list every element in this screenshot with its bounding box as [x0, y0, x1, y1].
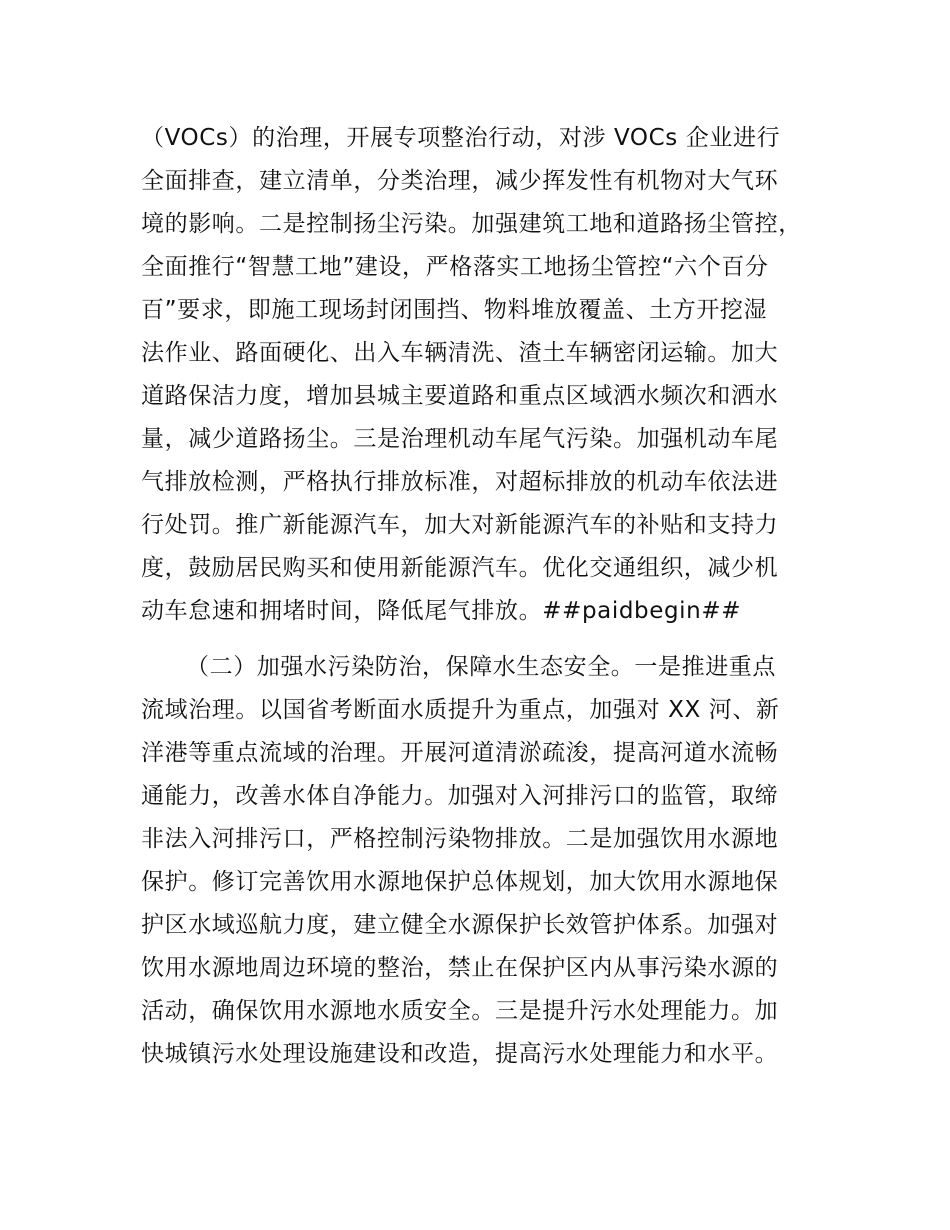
text-line: 洋港等重点流域的治理。开展河道清淤疏浚，提高河道水流畅 — [141, 740, 779, 766]
text-line: 动车怠速和拥堵时间，降低尾气排放。##paidbegin## — [141, 598, 742, 624]
text-line: 非法入河排污口，严格控制污染物排放。二是加强饮用水源地 — [141, 826, 779, 852]
text-line: 通能力，改善水体自净能力。加强对入河排污口的监管，取缔 — [141, 783, 779, 809]
text-line: 境的影响。二是控制扬尘污染。加强建筑工地和道路扬尘管控， — [141, 211, 802, 237]
text-line: 流域治理。以国省考断面水质提升为重点，加强对 XX 河、新 — [141, 697, 780, 723]
text-line: 饮用水源地周边环境的整治，禁止在保护区内从事污染水源的 — [141, 955, 779, 981]
text-line: 全面排查，建立清单，分类治理，减少挥发性有机物对大气环 — [141, 168, 779, 194]
text-line: 全面推行“智慧工地”建设，严格落实工地扬尘管控“六个百分 — [141, 254, 769, 280]
section-heading-line: （二）加强水污染防治，保障水生态安全。一是推进重点 — [186, 654, 776, 680]
text-line: 法作业、路面硬化、出入车辆清洗、渣土车辆密闭运输。加大 — [141, 340, 779, 366]
text-line: 道路保洁力度，增加县城主要道路和重点区域洒水频次和洒水 — [141, 383, 779, 409]
text-line: 保护。修订完善饮用水源地保护总体规划，加大饮用水源地保 — [141, 869, 779, 895]
text-line: 行处罚。推广新能源汽车，加大对新能源汽车的补贴和支持力 — [141, 512, 779, 538]
text-line: 活动，确保饮用水源地水质安全。三是提升污水处理能力。加 — [141, 998, 779, 1024]
text-line: 度，鼓励居民购买和使用新能源汽车。优化交通组织，减少机 — [141, 555, 779, 581]
text-line: 气排放检测，严格执行排放标准，对超标排放的机动车依法进 — [141, 469, 779, 495]
text-line: 护区水域巡航力度，建立健全水源保护长效管护体系。加强对 — [141, 912, 779, 938]
text-line: 量，减少道路扬尘。三是治理机动车尾气污染。加强机动车尾 — [141, 426, 779, 452]
text-line: 百”要求，即施工现场封闭围挡、物料堆放覆盖、土方开挖湿 — [141, 297, 768, 323]
text-line: 快城镇污水处理设施建设和改造，提高污水处理能力和水平。 — [141, 1041, 779, 1067]
text-line: （VOCs）的治理，开展专项整治行动，对涉 VOCs 企业进行 — [141, 125, 781, 151]
